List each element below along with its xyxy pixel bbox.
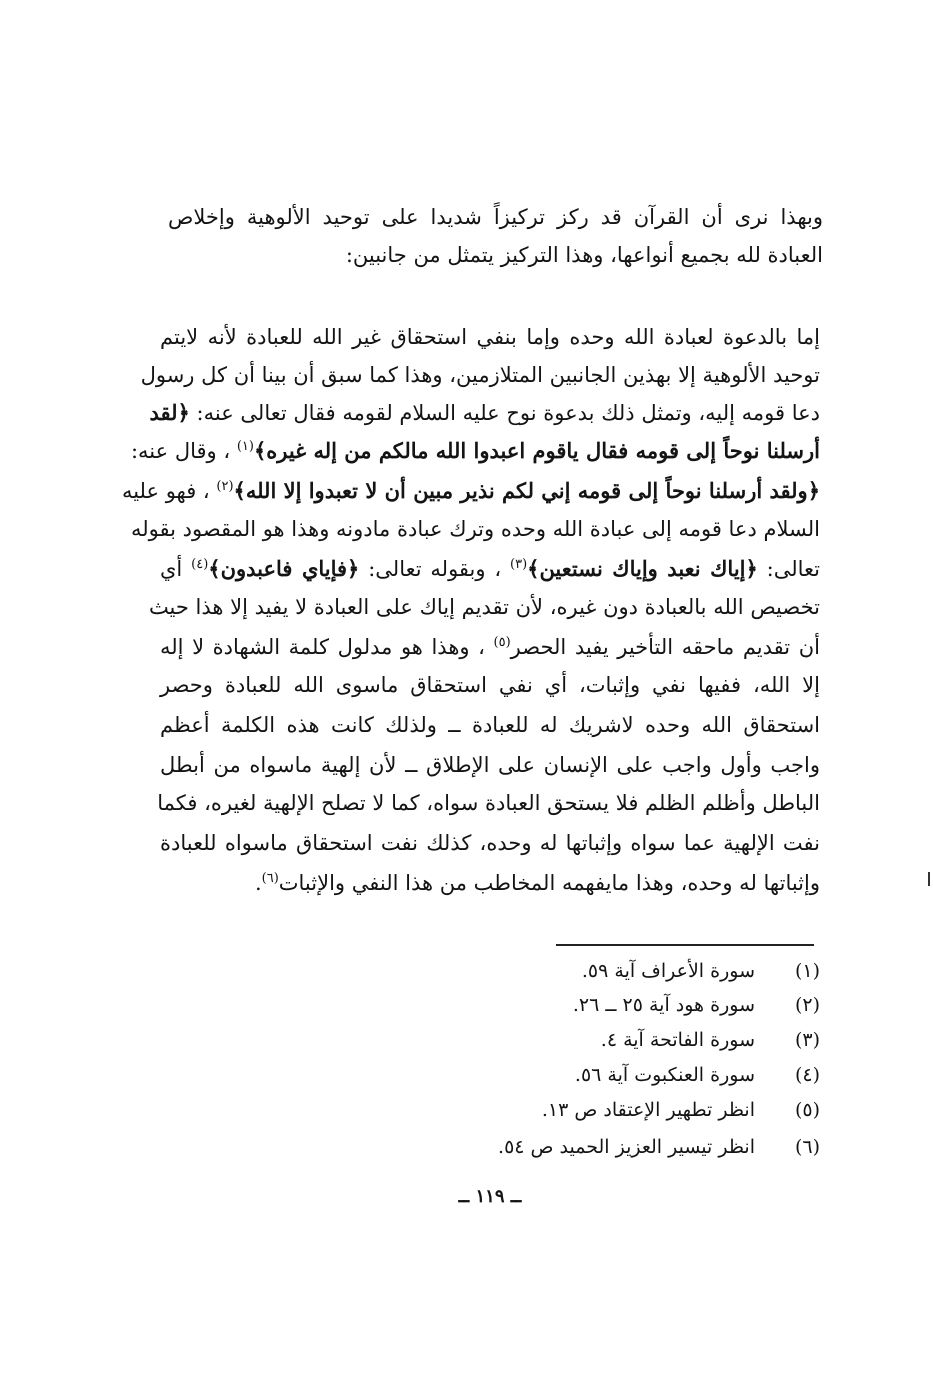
intro-line-1: وبهذا نرى أن القرآن قد ركز تركيزاً شديدا على توحيد الألوهية وإخلاص xyxy=(168,205,823,229)
quran-quote: ﴿لقد xyxy=(149,400,190,425)
footnote-text: سورة هود آية ٢٥ ــ ٢٦. xyxy=(572,994,755,1016)
intro-line-2: العبادة لله بجميع أنواعها، وهذا التركيز يتمثل من جانبين: xyxy=(345,243,823,267)
text-run: أي xyxy=(160,557,192,581)
footnote-number: (١) xyxy=(794,960,820,982)
text-run: واجب وأول واجب على الإنسان على الإطلاق ــ لأن إلهية ماسواه من أبطل xyxy=(160,753,820,777)
body-line-1 xyxy=(160,322,820,352)
footnote-number: (٤) xyxy=(794,1064,820,1086)
quran-quote: أرسلنا نوحاً إلى قومه فقال ياقوم اعبدوا الله مالكم من إله غيره﴾ xyxy=(253,438,820,463)
text-run: تخصيص الله بالعبادة دون غيره، لأن تقديم إياك على العبادة لا يفيد إلا هذا حيث xyxy=(148,595,820,619)
body-line-4 xyxy=(130,436,820,466)
footnote-text: سورة الفاتحة آية ٤. xyxy=(600,1029,755,1051)
body-line-11 xyxy=(160,710,820,740)
footnote-number: (٥) xyxy=(794,1099,820,1121)
footnote-number: (٦) xyxy=(794,1136,820,1158)
footnote-number: (٣) xyxy=(794,1029,820,1051)
body-line-6 xyxy=(130,514,820,544)
footnote-number: (٢) xyxy=(794,994,820,1016)
footnote-text: انظر تيسير العزيز الحميد ص ٥٤. xyxy=(498,1136,755,1158)
body-line-10 xyxy=(160,670,820,700)
text-run: ، وقال عنه: xyxy=(130,439,237,463)
text-run: ، وبقوله تعالى: xyxy=(359,557,510,581)
quran-quote: ﴿فإياي فاعبدون﴾ xyxy=(208,556,360,581)
text-run: نفت الإلهية عما سواه وإثباتها له وحده، كذلك نفت استحقاق ماسواه للعبادة xyxy=(160,831,820,855)
text-run: . xyxy=(254,871,262,895)
body-line-15 xyxy=(160,868,820,898)
text-run: إلا الله، ففيها نفي وإثبات، أي نفي استحقاق ماسوى الله للعبادة وحصر xyxy=(160,673,820,697)
footnote-ref: (٦) xyxy=(261,871,279,886)
quran-quote: ﴿ولقد أرسلنا نوحاً إلى قومه إني لكم نذير مبين أن لا تعبدوا إلا الله﴾ xyxy=(233,478,820,503)
text-run: توحيد الألوهية إلا بهذين الجانبين المتلازمين، وهذا كما سبق أن بينا أن كل رسول xyxy=(140,363,820,387)
text-run: تعالى: xyxy=(757,557,821,581)
page-number: ــ ١١٩ ــ xyxy=(458,1186,522,1207)
body-line-7 xyxy=(160,554,820,584)
text-run: استحقاق الله وحده لاشريك له للعبادة ــ ولذلك كانت هذه الكلمة أعظم xyxy=(160,713,820,737)
body-line-8 xyxy=(148,592,820,622)
body-line-12 xyxy=(160,750,820,780)
text-run: الباطل وأظلم الظلم فلا يستحق العبادة سواه، كما لا تصلح الإلهية لغيره، فكما xyxy=(157,791,820,815)
body-line-9 xyxy=(160,632,820,662)
text-run: إما بالدعوة لعبادة الله وحده وإما بنفي استحقاق غير الله للعبادة لأنه لايتم xyxy=(160,325,820,349)
footnote-ref: (٢) xyxy=(216,479,234,494)
body-line-5 xyxy=(121,476,820,506)
body-line-13 xyxy=(157,788,820,818)
text-run: السلام دعا قومه إلى عبادة الله وحده وترك عبادة مادونه وهذا هو المقصود بقوله xyxy=(130,517,820,541)
text-run: ، وهذا هو مدلول كلمة الشهادة لا إله xyxy=(160,635,494,659)
body-line-2 xyxy=(140,360,820,390)
text-run: دعا قومه إليه، وتمثل ذلك بدعوة نوح عليه السلام لقومه فقال تعالى عنه: xyxy=(189,401,820,425)
body-line-3 xyxy=(149,398,820,428)
footnote-ref: (١) xyxy=(236,439,254,454)
footnote-ref: (٤) xyxy=(191,557,209,572)
text-run: أن تقديم ماحقه التأخير يفيد الحصر xyxy=(510,635,820,659)
footnote-ref: (٥) xyxy=(493,635,511,650)
body-line-14 xyxy=(160,828,820,858)
footnote-text: سورة العنكبوت آية ٥٦. xyxy=(574,1064,755,1086)
margin-mark xyxy=(928,872,930,886)
footnote-ref: (٣) xyxy=(510,557,528,572)
footnote-text: سورة الأعراف آية ٥٩. xyxy=(581,960,755,982)
footnote-text: انظر تطهير الإعتقاد ص ١٣. xyxy=(541,1099,755,1121)
quran-quote: ﴿إياك نعبد وإياك نستعين﴾ xyxy=(527,556,758,581)
text-run: ، فهو عليه xyxy=(121,479,217,503)
footnote-separator xyxy=(556,944,814,946)
text-run: وإثباتها له وحده، وهذا مايفهمه المخاطب من هذا النفي والإثبات xyxy=(278,871,820,895)
